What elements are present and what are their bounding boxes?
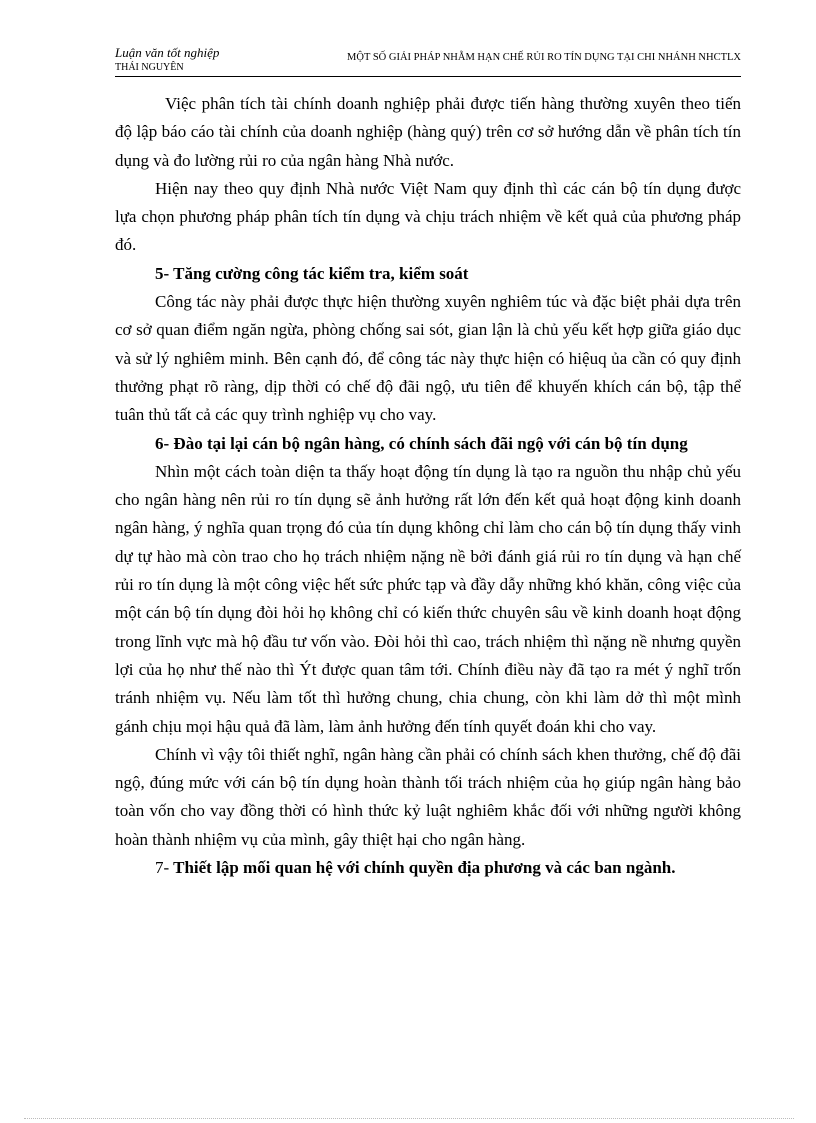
heading-7-text: Thiết lập mối quan hệ với chính quyền địa phương và các ban ngành.	[173, 858, 676, 878]
heading-7-number: 7-	[155, 858, 170, 878]
header-location: THÁI NGUYÊN	[115, 62, 184, 73]
page-bottom-border	[24, 1118, 794, 1119]
header-left	[115, 46, 219, 74]
paragraph-1: Việc phân tích tài chính doanh nghiệp phải được tiến hàng thường xuyên theo tiến độ lập báo cáo tài chính của doanh nghiệp (hàng quý) trên cơ sở hướng dẫn về phân tích tín dụng và đo lường rủi ro của ngân hàng Nhà nước.	[115, 94, 741, 170]
heading-7	[115, 854, 741, 882]
paragraph-4: Nhìn một cách toàn diện ta thấy hoạt động tín dụng là tạo ra nguồn thu nhập chủ yếu cho ngân hàng nên rủi ro tín dụng sẽ ảnh hưởng rất lớn đến kết quả hoạt động kinh doanh ngân hàng, ý nghĩa quan trọng đó của tín dụng không chỉ làm cho cán bộ tín dụng thấy vinh dự tự hào mà còn trao cho họ trách nhiệm nặng nề bởi đánh giá rủi ro tín dụng và hạn chế rủi ro tín dụng là một công việc hết sức phức tạp và đầy dẫy những khó khăn, công việc của một cán bộ tín dụng đòi hỏi họ không chỉ có kiến thức chuyên sâu về kinh doanh hoạt động trong lĩnh vực mà hộ đầu tư vốn vào. Đòi hỏi thì cao, trách nhiệm thì nặng nề nhưng quyền lợi của họ như thế nào thì Ýt được quan tâm tới. Chính điều này đã tạo ra mét ý nghĩ trốn tránh nhiệm vụ. Nếu làm tốt thì hưởng chung, chia chung, còn khi làm dở thì một mình gánh chịu mọi hậu quả đã làm, làm ảnh hưởng đến tính quyết đoán khi cho vay.	[115, 461, 741, 736]
paragraph-5: Chính vì vậy tôi thiết nghĩ, ngân hàng cần phải có chính sách khen thưởng, chế độ đãi ngộ, đúng mức với cán bộ tín dụng hoàn thành tối trách nhiệm của họ giúp ngân hàng bảo toàn vốn cho vay đồng thời có hình thức kỷ luật nghiêm khắc đối với những người không hoàn thành nhiệm vụ của mình, gây thiệt hại cho ngân hàng.	[115, 744, 741, 849]
paragraph-3: Công tác này phải được thực hiện thường xuyên nghiêm túc và đặc biệt phải dựa trên cơ sở quan điểm ngăn ngừa, phòng chống sai sót, gian lận là chủ yếu kết hợp giữa giáo dục và sử lý nghiêm minh. Bên cạnh đó, để công tác này thực hiện có hiệuq ủa cần có quy định thưởng phạt rõ ràng, dịp thời có chế độ đãi ngộ, ưu tiên để khuyến khích cán bộ, tập thể tuân thủ tất cả các quy trình nghiệp vụ cho vay.	[115, 292, 741, 425]
document-body	[115, 90, 741, 882]
heading-6: 6- Đào tại lại cán bộ ngân hàng, có chính sách đãi ngộ với cán bộ tín dụng	[155, 433, 688, 453]
header-title: MỘT SỐ GIẢI PHÁP NHẰM HẠN CHẾ RỦI RO TÍN DỤNG TẠI CHI NHÁNH NHCTLX	[347, 52, 741, 63]
header-thesis-label: Luận văn tốt nghiệp	[115, 45, 220, 60]
page-header	[115, 46, 741, 77]
paragraph-2: Hiện nay theo quy định Nhà nước Việt Nam quy định thì các cán bộ tín dụng được lựa chọn phương pháp phân tích tín dụng và chịu trách nhiệm về kết quả của phương pháp đó.	[115, 178, 741, 255]
heading-5: 5- Tăng cường công tác kiểm tra, kiểm soát	[155, 263, 469, 283]
